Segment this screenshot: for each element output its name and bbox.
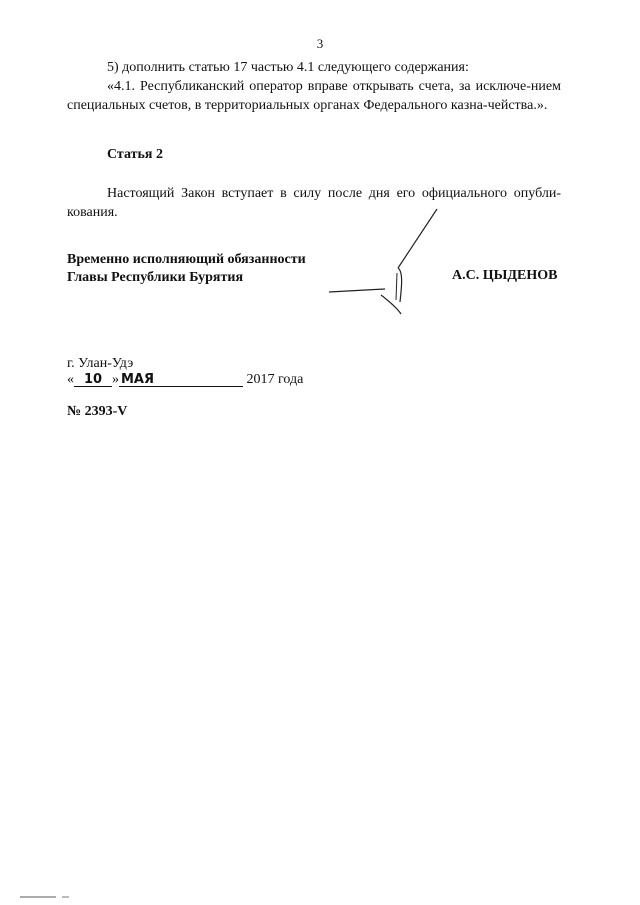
amendment-item: 5) дополнить статью 17 частью 4.1 следующего содержания: (107, 60, 469, 75)
city: г. Улан-Удэ (67, 356, 134, 371)
date-close-quote: » (112, 372, 119, 387)
article-heading: Статья 2 (107, 147, 163, 162)
article-text: Настоящий Закон вступает в силу после дня его официального опубли-кования. (67, 186, 561, 220)
role-line-2: Главы Республики Бурятия (67, 270, 244, 285)
date-day: 10 (83, 372, 103, 387)
signing-date (67, 372, 303, 388)
page-number: 3 (316, 36, 324, 51)
month-blank (119, 372, 243, 387)
law-number: № 2393-V (67, 404, 128, 419)
date-month: МАЯ (121, 372, 155, 387)
amendment-quote: «4.1. Республиканский оператор вправе открывать счета, за исключе-нием специальных счетов, в территориальных органах Федерального казна-чейства.». (67, 79, 561, 113)
day-blank (74, 372, 112, 387)
date-open-quote: « (67, 372, 74, 387)
signatory-name: А.С. ЦЫДЕНОВ (452, 268, 558, 283)
date-year: 2017 года (246, 372, 304, 387)
role-line-1: Временно исполняющий обязанности (67, 252, 306, 267)
